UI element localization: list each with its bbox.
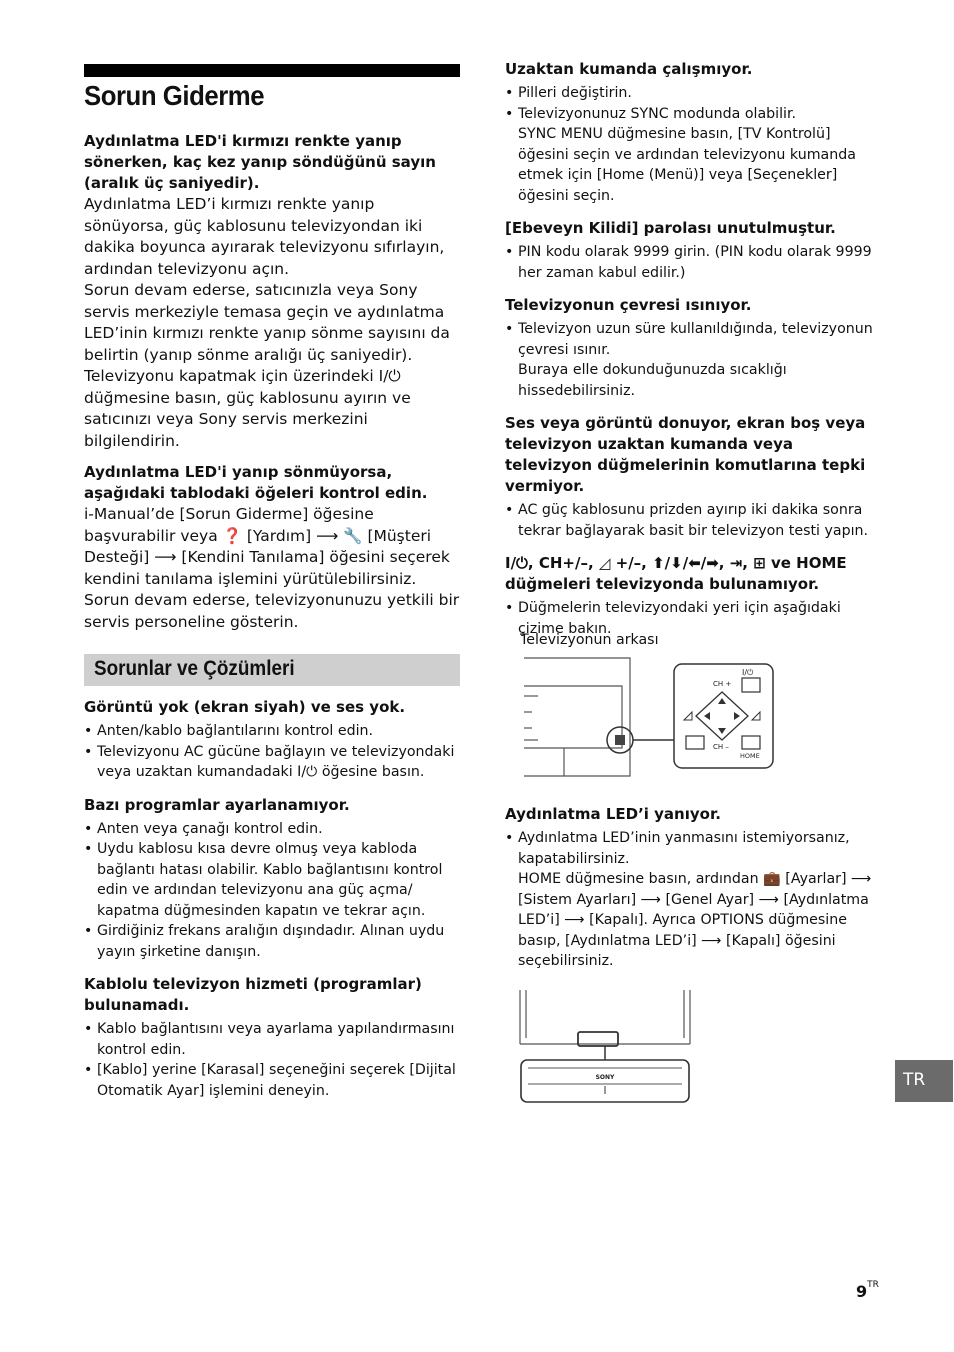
list-item: • Televizyonunuz SYNC modunda olabilir. SYNC MENU düğmesine basın, [TV Kontrolü] öğesini seçin ve ardından televizyonu kumanda etmek için [Home (Menü)] veya [Seçenekler] öğesini seçin. xyxy=(505,104,883,207)
list-item: • Anten/kablo bağlantılarını kontrol edin. xyxy=(84,721,460,742)
solution-list xyxy=(84,1019,460,1101)
problem-heading: [Ebeveyn Kilidi] parolası unutulmuştur. xyxy=(505,219,836,237)
solution-list xyxy=(84,721,460,783)
power-label: I/⏻ xyxy=(742,668,754,677)
left-intro xyxy=(84,131,460,643)
list-item: • Girdiğiniz frekans aralığın dışındadır. Alınan uydu yayın şirketine danışın. xyxy=(84,921,460,962)
home-button-box xyxy=(742,736,760,749)
solution-list xyxy=(505,319,883,401)
tv-panel-outline xyxy=(524,658,630,776)
problem-block xyxy=(505,218,883,283)
right-sections xyxy=(505,59,883,649)
intro-heading-2: Aydınlatma LED'i yanıp sönmüyorsa, aşağıdaki tablodaki öğeleri kontrol edin. xyxy=(84,463,428,502)
home-label: HOME xyxy=(740,752,760,760)
list-item: • Kablo bağlantısını veya ayarlama yapılandırmasını kontrol edin. xyxy=(84,1019,460,1060)
problem-block xyxy=(505,413,883,541)
problem-heading: Televizyonun çevresi ısınıyor. xyxy=(505,296,752,314)
ir-sensor xyxy=(615,735,625,745)
problem-heading: Uzaktan kumanda çalışmıyor. xyxy=(505,60,753,78)
tv-rear-diagram xyxy=(518,656,778,782)
solution-list xyxy=(84,819,460,963)
problem-block xyxy=(84,697,460,783)
tv-front-diagram xyxy=(516,988,696,1106)
problem-heading: Aydınlatma LED’i yanıyor. xyxy=(505,805,721,823)
intro-para: Aydınlatma LED’i kırmızı renkte yanıp sönüyorsa, güç kablosunu televizyondan iki dakika boyunca ayırarak televizyonu sıfırlayın, ardından televizyonu açın. xyxy=(84,195,445,278)
page-number: $9^{TR}$ xyxy=(856,1280,879,1301)
list-item: • Düğmelerin televizyondaki yeri için aşağıdaki çizime bakın. xyxy=(505,598,883,639)
intro-block-1 xyxy=(84,131,460,452)
list-item: • PIN kodu olarak 9999 girin. (PIN kodu olarak 9999 her zaman kabul edilir.) xyxy=(505,242,883,283)
intro-para: Televizyonu kapatmak için üzerindeki I/⏻ düğmesine basın, güç kablosunu ayırın ve satıcınızı veya Sony servis merkezini bilgilendirin. xyxy=(84,367,411,450)
intro-para: Sorun devam ederse, televizyonunuzu yetkili bir servis personeline gösterin. xyxy=(84,591,460,631)
list-item: • Uydu kablosu kısa devre olmuş veya kabloda bağlantı hatası olabilir. Kablo bağlantısını kontrol edin ve ardından televizyonu ana güç açma/ kapatma düğmesinden kapatın ve tekrar açın. xyxy=(84,839,460,921)
solution-list xyxy=(505,242,883,283)
problem-block xyxy=(505,295,883,401)
diagram-caption: Televizyonun arkası xyxy=(520,632,659,648)
list-item: • Pilleri değiştirin. xyxy=(505,83,883,104)
list-item-extra: HOME düğmesine basın, ardından 💼 [Ayarlar] ⟶ [Sistem Ayarları] ⟶ [Genel Ayar] ⟶ [Aydınlatma LED’i] ⟶ [Kapalı]. Ayrıca OPTIONS düğmesine basıp, [Aydınlatma LED’i] ⟶ [Kapalı] öğesini seçebilirsiniz. xyxy=(518,871,872,969)
problem-heading: Kablolu televizyon hizmeti (programlar) bulunamadı. xyxy=(84,975,422,1014)
problem-heading: Bazı programlar ayarlanamıyor. xyxy=(84,795,350,814)
list-item: • Televizyonu AC gücüne bağlayın ve televizyondaki veya uzaktan kumandadaki I/⏻ öğesine basın. xyxy=(84,742,460,783)
problem-heading: Görüntü yok (ekran siyah) ve ses yok. xyxy=(84,698,406,716)
problem-block xyxy=(505,553,883,639)
list-item: • [Kablo] yerine [Karasal] seçeneğini seçerek [Dijital Otomatik Ayar] işlemini deneyin. xyxy=(84,1060,460,1101)
power-button-box xyxy=(742,678,760,692)
section-subtitle xyxy=(84,654,460,686)
list-item: • AC güç kablosunu prizden ayırıp iki dakika sonra tekrar bağlayarak basit bir televizyon testi yapın. xyxy=(505,500,883,541)
volume-minus-icon xyxy=(684,712,692,720)
brand-logo: SONY xyxy=(595,1074,615,1081)
left-sections xyxy=(84,697,460,1111)
subtitle-text: Sorunlar ve Çözümleri xyxy=(94,657,295,680)
language-label: TR xyxy=(903,1070,926,1090)
ch-plus-label: CH + xyxy=(713,680,732,688)
intro-heading-1: Aydınlatma LED'i kırmızı renkte yanıp sönerken, kaç kez yanıp söndüğünü sayın (aralık üç saniyedir). xyxy=(84,132,436,192)
problem-block xyxy=(84,795,460,963)
problem-block xyxy=(84,974,460,1101)
zoom-box xyxy=(521,1060,689,1102)
list-item: • Anten veya çanağı kontrol edin. xyxy=(84,819,460,840)
solution-list xyxy=(505,828,883,972)
problem-heading: Ses veya görüntü donuyor, ekran boş veya televizyon uzaktan kumanda veya televizyon düğmelerinin komutlarına tepki vermiyor. xyxy=(505,414,866,495)
intro-para: i-Manual’de [Sorun Giderme] öğesine başvurabilir veya ❓ [Yardım] ⟶ 🔧 [Müşteri Desteği] ⟶ [Kendini Tanılama] öğesini seçerek kendini tanılama işlemini yürütülebilirsiniz. xyxy=(84,505,450,588)
page-title: Sorun Giderme xyxy=(84,80,265,111)
language-tab xyxy=(895,1060,953,1102)
solution-list xyxy=(505,83,883,206)
intro-para: Sorun devam ederse, satıcınızla veya Sony servis merkeziyle temasa geçin ve aydınlatma LED’inin kırmızı renkte yanıp sönme sayısını da belirtin (yanıp sönme aralığı üç saniyedir). xyxy=(84,281,450,364)
problem-block xyxy=(505,59,883,206)
page-suffix: TR xyxy=(867,1280,879,1290)
list-item-extra: Buraya elle dokunduğunuzda sıcaklığı hissedebilirsiniz. xyxy=(518,362,787,399)
input-button-box xyxy=(686,736,704,749)
led-section xyxy=(505,804,883,972)
solution-list xyxy=(505,500,883,541)
volume-plus-icon xyxy=(752,712,760,720)
problem-heading: I/⏻, CH+/–, ◿ +/–, ⬆/⬇/⬅/➡, ⇥, ⊞ ve HOME düğmeleri televizyonda bulunamıyor. xyxy=(505,554,847,593)
list-item: • Televizyon uzun süre kullanıldığında, televizyonun çevresi ısınır. Buraya elle dokunduğunuzda sıcaklığı hissedebilirsiniz. xyxy=(505,319,883,401)
list-item-extra: SYNC MENU düğmesine basın, [TV Kontrolü] öğesini seçin ve ardından televizyonu kumanda etmek için [Home (Menü)] veya [Seçenekler] öğesini seçin. xyxy=(518,126,856,204)
list-item: • Aydınlatma LED’inin yanmasını istemiyorsanız, kapatabilirsiniz. HOME düğmesine basın, ardından 💼 [Ayarlar] ⟶ [Sistem Ayarları] ⟶ [Genel Ayar] ⟶ [Aydınlatma LED’i] ⟶ [Kapalı]. Ayrıca OPTIONS düğmesine basıp, [Aydınlatma LED’i] ⟶ [Kapalı] öğesini seçebilirsiniz. xyxy=(505,828,883,972)
ch-minus-label: CH – xyxy=(713,743,729,751)
title-rule xyxy=(84,64,460,77)
intro-block-2 xyxy=(84,462,460,633)
